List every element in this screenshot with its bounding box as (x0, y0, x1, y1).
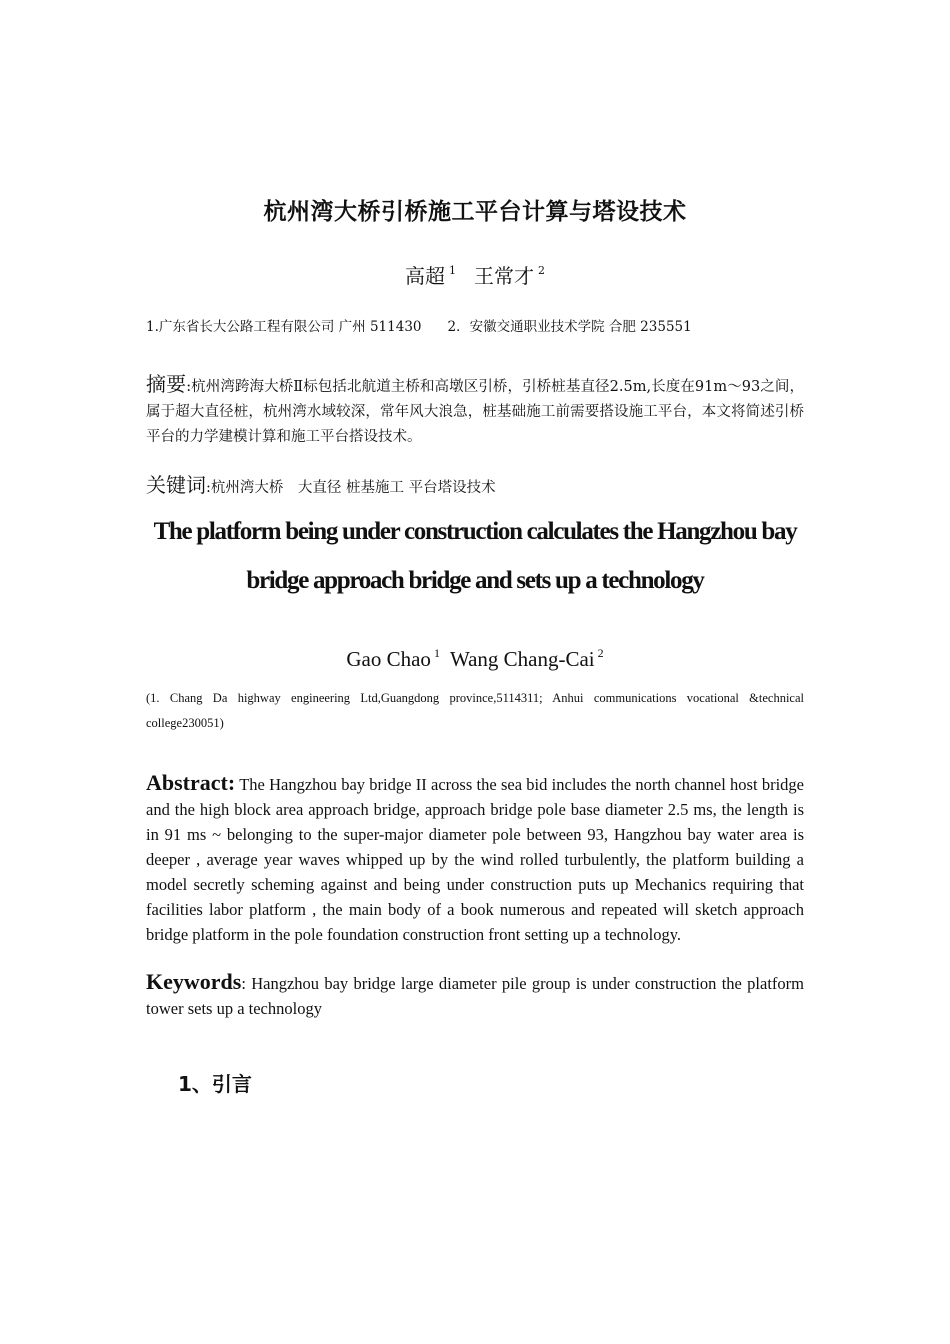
abstract-label: 摘要 (146, 372, 187, 396)
english-title-line-2: bridge approach bridge and sets up a technology (246, 567, 704, 594)
english-title-line-1: The platform being under construction calculates the Hangzhou bay (153, 518, 797, 545)
english-authors (0, 646, 950, 672)
keywords-label: Keywords (146, 969, 242, 994)
chinese-affiliations (146, 315, 826, 335)
chinese-title: 杭州湾大桥引桥施工平台计算与塔设技术 (263, 199, 687, 225)
english-affiliations: (1. Chang Da highway engineering Ltd,Guangdong province,5114311; Anhui communications vocational &technical college230051) (146, 691, 804, 730)
abstract-colon: : (186, 379, 192, 395)
english-abstract (146, 770, 804, 947)
keywords-colon: : (241, 974, 246, 993)
keywords-text: Hangzhou bay bridge large diameter pile group is under construction the platform tower sets up a technology (146, 974, 804, 1018)
author-affiliation-mark: 2 (597, 646, 604, 660)
chinese-authors (0, 260, 950, 289)
author-affiliation-mark: 1 (449, 264, 456, 277)
affiliation-2: 2．安徽交通职业技术学院 合肥 235551 (447, 319, 692, 335)
section-heading: 1、引言 (178, 1072, 252, 1096)
chinese-keywords (146, 473, 804, 501)
english-keywords (146, 969, 804, 1021)
author-affiliation-mark: 1 (433, 646, 440, 660)
abstract-label: Abstract: (146, 770, 236, 795)
abstract-text: The Hangzhou bay bridge II across the sea bid includes the north channel host bridge and the high block area approach bridge, approach bridge pole base diameter 2.5 ms, the length is in 91 ms ~ belonging to the super-major diameter pole between 93, Hangzhou bay water area is deeper , average year waves whipped up by the wind rolled turbulently, the platform building a model secretly scheming against and being under construction puts up Mechanics requiring that facilities labor platform , the main body of a book numerous and repeated will sketch approach bridge platform in the pole foundation construction front setting up a technology. (146, 775, 804, 944)
chinese-abstract (146, 372, 804, 450)
abstract-text: 杭州湾跨海大桥Ⅱ标包括北航道主桥和高墩区引桥，引桥桩基直径2.5m,长度在91m～93之间，属于超大直径桩，杭州湾水域较深，常年风大浪急，桩基础施工前需要搭设施工平台，本文将简述引桥平台的力学建模计算和施工平台搭设技术。 (146, 379, 805, 445)
author-name: Wang Chang-Cai (449, 647, 595, 671)
author-name: 王常才 (474, 264, 534, 288)
author-name: Gao Chao (346, 647, 431, 671)
affiliation-1: 1.广东省长大公路工程有限公司 广州 511430 (146, 319, 422, 335)
author-name: 高超 (405, 264, 445, 288)
keywords-text: 杭州湾大桥 大直径 桩基施工 平台塔设技术 (210, 480, 496, 496)
keywords-colon: : (206, 480, 211, 496)
keywords-label: 关键词 (146, 473, 206, 497)
author-affiliation-mark: 2 (538, 264, 545, 277)
